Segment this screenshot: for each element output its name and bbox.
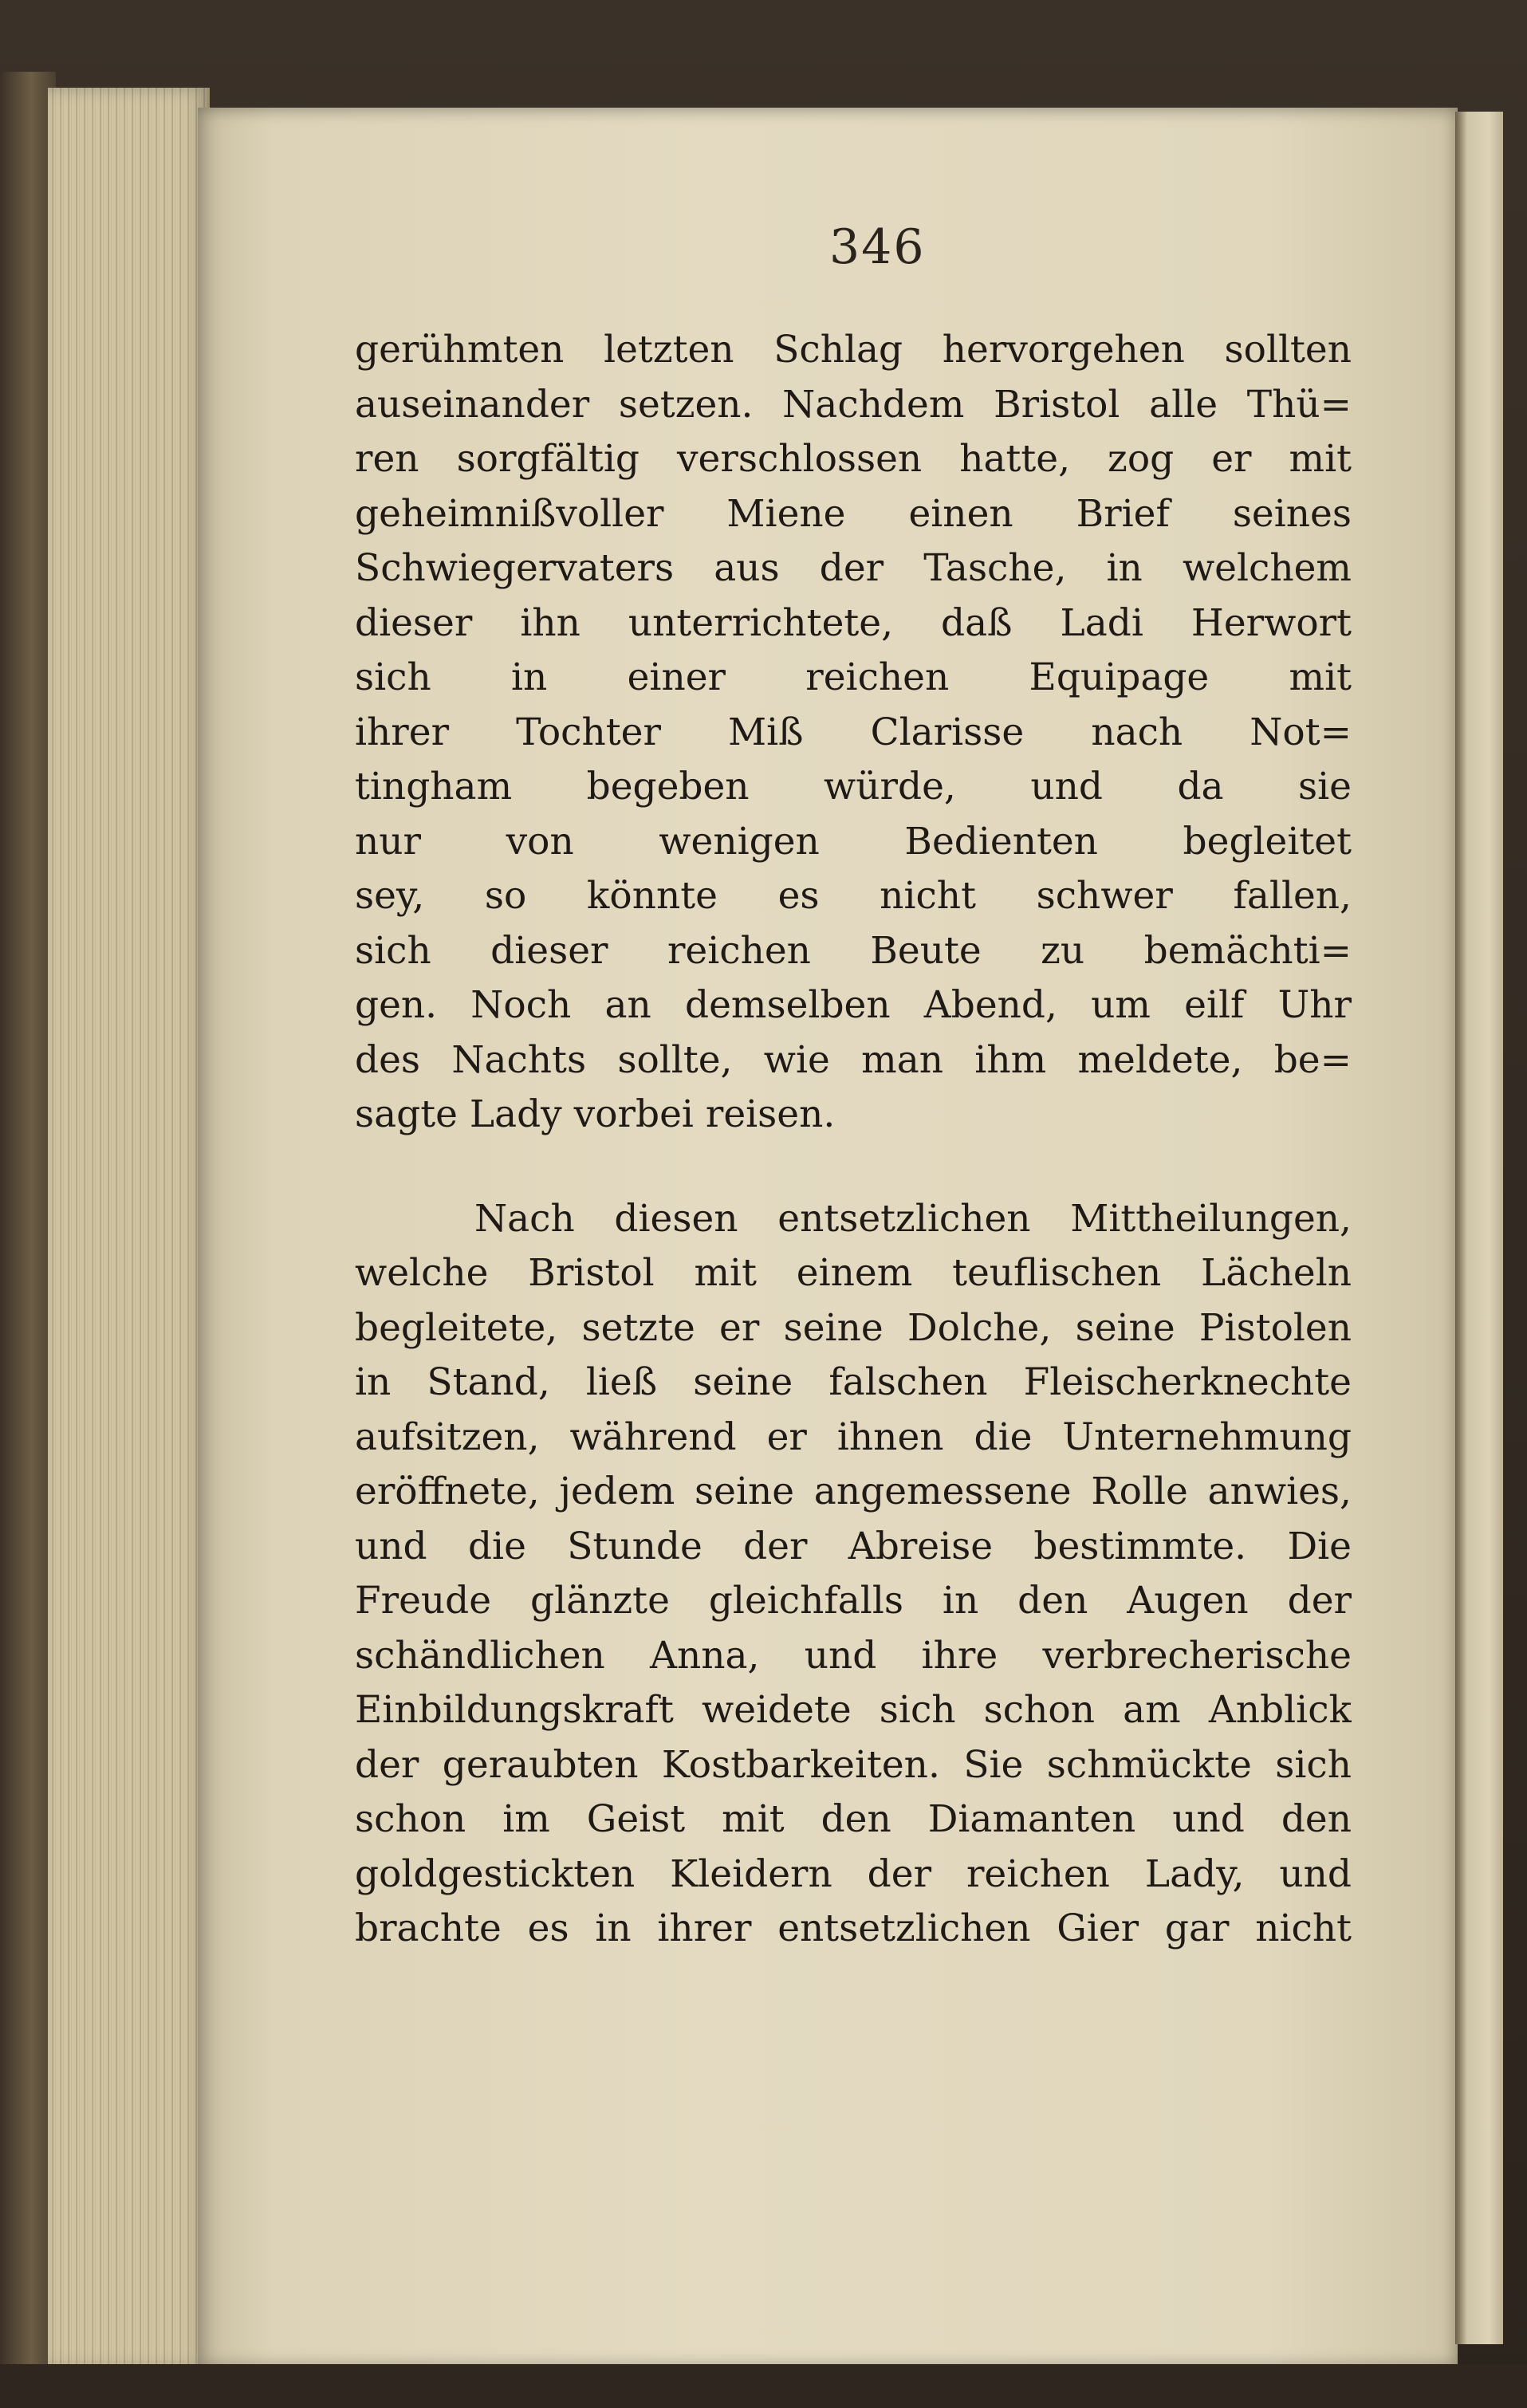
body-text: [355, 323, 1352, 1957]
text-line: Einbildungskraft weidete sich schon am Anblick: [355, 1688, 1352, 1732]
facing-page-edge: [1455, 112, 1503, 2344]
text-line: begleitete, setzte er seine Dolche, seine Pistolen: [355, 1305, 1352, 1350]
text-line: Freude glänzte gleichfalls in den Augen der: [355, 1579, 1352, 1623]
text-line: ihrer Tochter Miß Clarisse nach Not=: [355, 710, 1352, 754]
text-line: schon im Geist mit den Diamanten und den: [355, 1797, 1352, 1841]
text-line: sagte Lady vorbei reisen.: [355, 1092, 836, 1136]
text-line: gen. Noch an demselben Abend, um eilf Uhr: [355, 983, 1352, 1027]
text-line: und die Stunde der Abreise bestimmte. Die: [355, 1524, 1352, 1568]
text-line: sey, so könnte es nicht schwer fallen,: [355, 874, 1352, 918]
text-line: welche Bristol mit einem teuflischen Lächeln: [355, 1251, 1352, 1295]
text-line: aufsitzen, während er ihnen die Unternehmung: [355, 1415, 1352, 1459]
text-line: goldgestickten Kleidern der reichen Lady, und: [355, 1851, 1352, 1896]
text-line: auseinander setzen. Nachdem Bristol alle Thü=: [355, 382, 1352, 427]
book-bottom-shadow: [0, 2364, 1527, 2408]
text-line: tingham begeben würde, und da sie: [355, 765, 1352, 809]
text-line: geheimnißvoller Miene einen Brief seines: [355, 491, 1352, 536]
text-line: des Nachts sollte, wie man ihm meldete, be=: [355, 1037, 1352, 1082]
page-edges-stack: [48, 88, 210, 2368]
text-line: dieser ihn unterrichtete, daß Ladi Herwort: [355, 600, 1352, 645]
text-line: eröffnete, jedem seine angemessene Rolle anwies,: [355, 1470, 1352, 1513]
text-line: Nach diesen entsetzlichen Mittheilungen,: [474, 1196, 1352, 1241]
text-line: gerühmten letzten Schlag hervorgehen sollten: [355, 328, 1352, 372]
text-line: in Stand, ließ seine falschen Fleischerknechte: [355, 1360, 1352, 1404]
paragraph-2: [355, 1192, 1352, 1957]
text-line: sich dieser reichen Beute zu bemächti=: [355, 928, 1352, 973]
text-line: brachte es in ihrer entsetzlichen Gier gar nicht: [355, 1906, 1352, 1950]
paragraph-1: [355, 323, 1352, 1143]
text-line: nur von wenigen Bedienten begleitet: [355, 819, 1352, 864]
text-line: sich in einer reichen Equipage mit: [355, 655, 1352, 699]
text-line: schändlichen Anna, und ihre verbrecherische: [355, 1633, 1352, 1678]
text-line: Schwiegervaters aus der Tasche, in welchem: [355, 546, 1352, 590]
text-line: der geraubten Kostbarkeiten. Sie schmückte sich: [355, 1742, 1352, 1787]
page-number: 346: [829, 219, 926, 275]
text-line: ren sorgfältig verschlossen hatte, zog er mit: [355, 437, 1352, 481]
